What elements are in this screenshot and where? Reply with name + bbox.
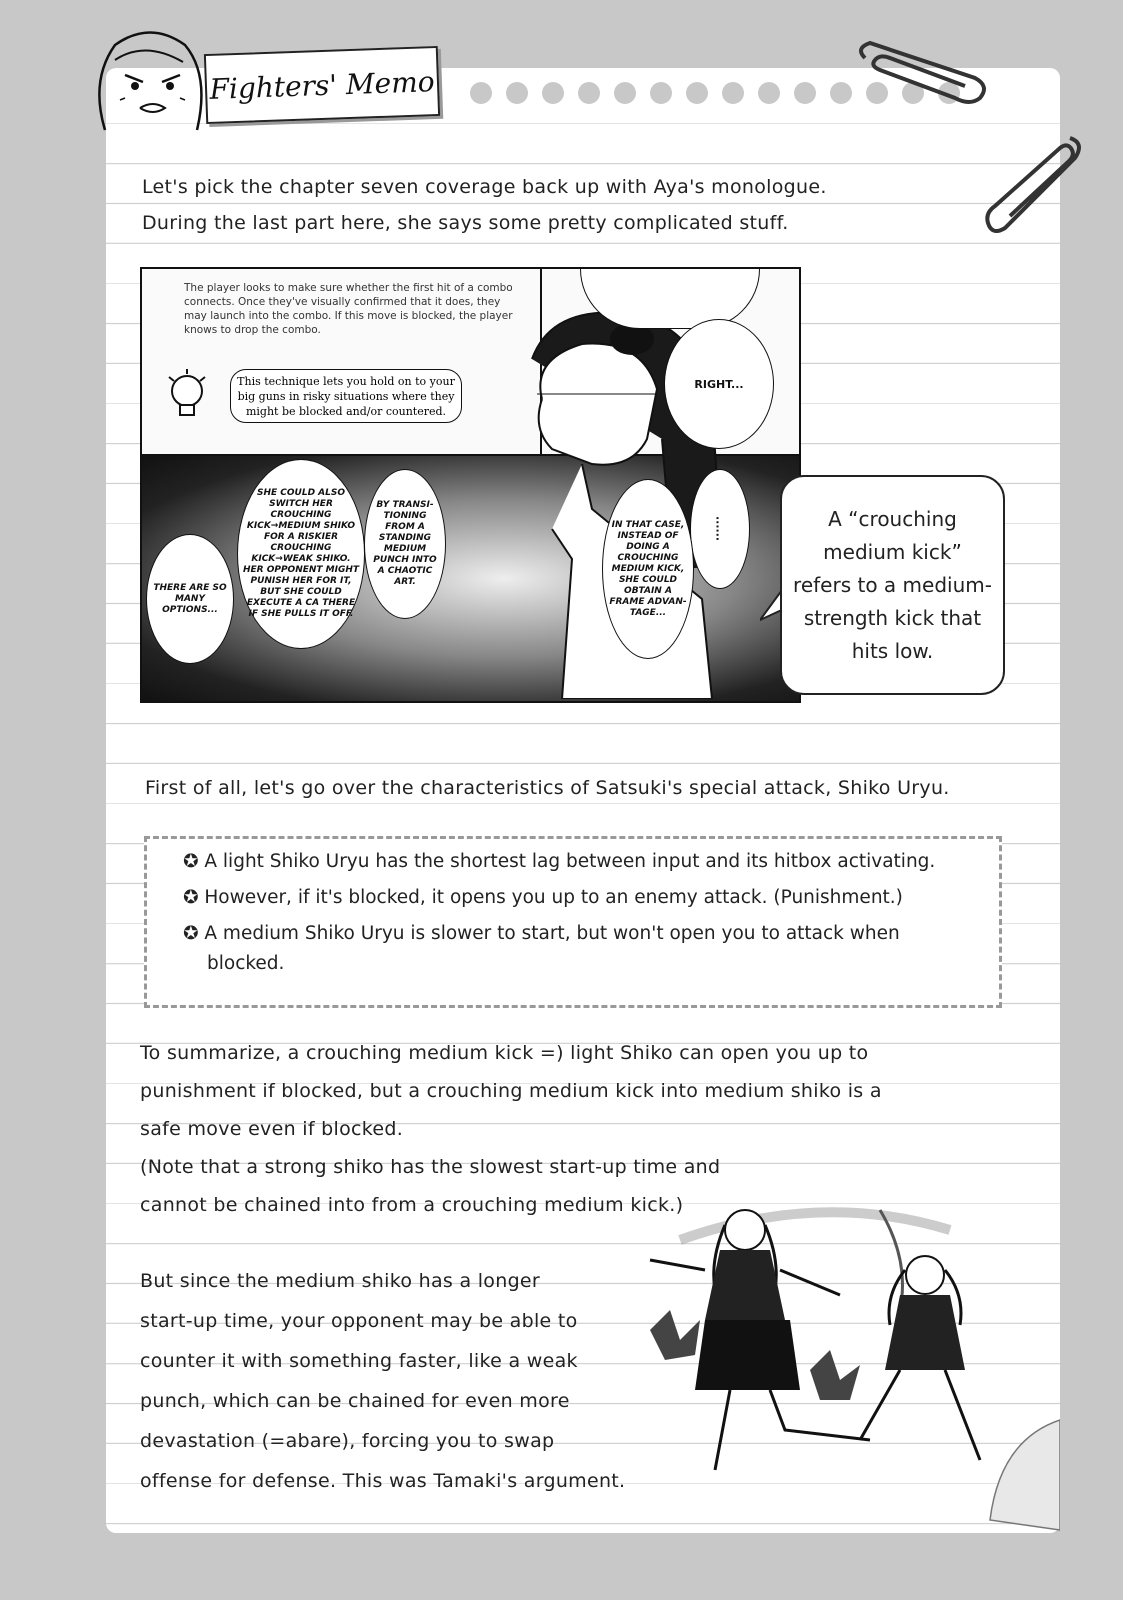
- lightbulb-icon: [164, 369, 210, 425]
- speech-bubble-options: THERE ARE SO MANY OPTIONS...: [146, 534, 234, 664]
- crouching-kick-note: A “crouching medium kick” refers to a medium-strength kick that hits low.: [780, 475, 1005, 695]
- intro-line: Let's pick the chapter seven coverage back up with Aya's monologue.: [142, 176, 827, 198]
- fighters-memo-tab: Fighters' Memo: [204, 46, 440, 124]
- speech-bubble-switch: SHE COULD ALSO SWITCH HER CROUCHING KICK→MEDIUM SHIKO FOR A RISKIER CROUCHING KICK→WEAK SHIKO. HER OPPONENT MIGHT PUNISH HER FOR IT, BUT SHE COULD EXECUTE A CA THERE IF SHE PULLS IT OFF.: [237, 459, 365, 649]
- paperclip-icon: [855, 38, 995, 108]
- characteristics-box: [144, 836, 1002, 1008]
- speech-bubble-transition: BY TRANSI-TIONING FROM A STANDING MEDIUM PUNCH INTO A CHAOTIC ART.: [364, 469, 446, 619]
- closing-line: punch, which can be chained for even more: [140, 1390, 570, 1412]
- point-item: blocked.: [207, 953, 285, 974]
- closing-line: offense for defense. This was Tamaki's argument.: [140, 1470, 626, 1492]
- point-item: ✪ However, if it's blocked, it opens you up to an enemy attack. (Punishment.): [183, 887, 903, 908]
- closing-line: devastation (=abare), forcing you to swap: [140, 1430, 555, 1452]
- closing-line: start-up time, your opponent may be able to: [140, 1310, 578, 1332]
- section-heading-line: First of all, let's go over the characteristics of Satsuki's special attack, Shiko Uryu.: [145, 777, 950, 799]
- page-curl-icon: [960, 1400, 1060, 1540]
- summary-line: (Note that a strong shiko has the slowest start-up time and: [140, 1156, 721, 1178]
- point-item: ✪ A medium Shiko Uryu is slower to start, but won't open you to attack when: [183, 923, 900, 944]
- summary-line: safe move even if blocked.: [140, 1118, 404, 1140]
- closing-line: counter it with something faster, like a weak: [140, 1350, 578, 1372]
- point-item: ✪ A light Shiko Uryu has the shortest lag between input and its hitbox activating.: [183, 851, 936, 872]
- speech-bubble-right: RIGHT...: [664, 319, 774, 449]
- speech-bubble-case: IN THAT CASE, INSTEAD OF DOING A CROUCHING MEDIUM KICK, SHE COULD OBTAIN A FRAME ADVAN-TAGE...: [602, 479, 694, 659]
- speech-bubble-ellipsis: ......: [690, 469, 750, 589]
- fighting-girls-illustration: [620, 1200, 1010, 1500]
- summary-line: To summarize, a crouching medium kick =) light Shiko can open you up to: [140, 1042, 869, 1064]
- summary-line: punishment if blocked, but a crouching medium kick into medium shiko is a: [140, 1080, 882, 1102]
- paperclip-icon: [980, 128, 1090, 238]
- manga-panel: [140, 267, 801, 703]
- intro-line: During the last part here, she says some pretty complicated stuff.: [142, 212, 789, 234]
- summary-line: cannot be chained into from a crouching medium kick.): [140, 1194, 684, 1216]
- angry-girl-doodle-icon: [85, 20, 215, 140]
- technique-tip: This technique lets you hold on to your big guns in risky situations where they might be blocked and/or countered.: [230, 369, 462, 423]
- panel-caption: The player looks to make sure whether the first hit of a combo connects. Once they've visually confirmed that it does, they may launch into the combo. If this move is blocked, the player knows to drop the combo.: [184, 282, 513, 336]
- closing-line: But since the medium shiko has a longer: [140, 1270, 541, 1292]
